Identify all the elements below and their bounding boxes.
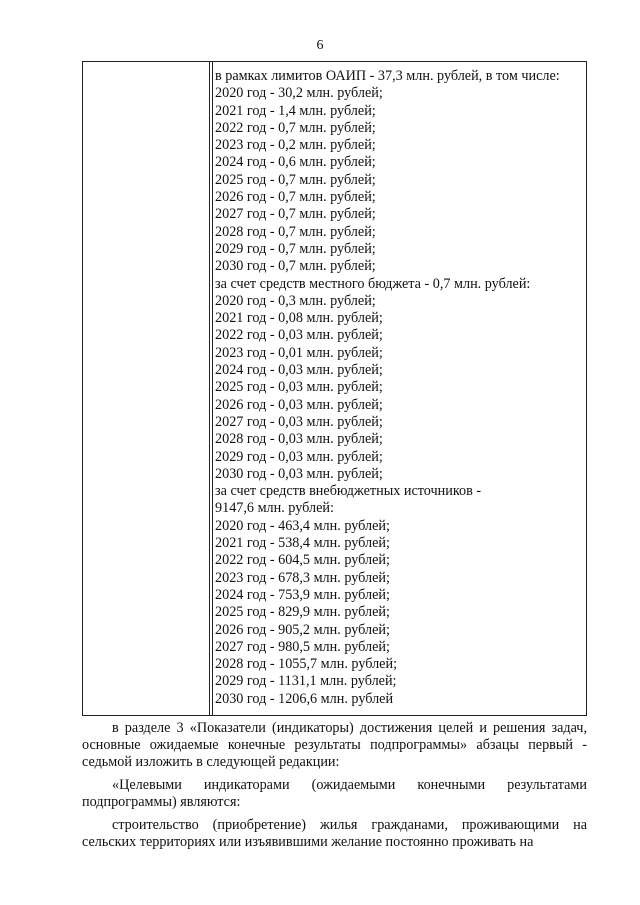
financing-line: в рамках лимитов ОАИП - 37,3 млн. рублей, в том числе: [215,68,560,84]
financing-line: 2022 год - 0,7 млн. рублей; [215,119,376,136]
financing-line: 2023 год - 678,3 млн. рублей; [215,569,390,586]
financing-cell [215,68,585,708]
paragraph-housing-construction: строительство (приобретение) жилья гражданами, проживающими на сельских территориях или изъявившими желание постоянно проживать на [82,817,587,850]
financing-line: 2029 год - 0,03 млн. рублей; [215,448,383,465]
page-number: 6 [316,38,324,53]
paragraph-section-3: в разделе 3 «Показатели (индикаторы) достижения целей и решения задач, основные ожидаемые конечные результаты подпрограммы» абзацы первый - седьмой изложить в следующей редакции: [82,720,587,770]
financing-line: 2023 год - 0,2 млн. рублей; [215,137,376,154]
financing-table [82,61,587,716]
financing-line: 2020 год - 30,2 млн. рублей; [215,85,383,102]
column-divider [209,62,210,715]
financing-line: 2025 год - 0,03 млн. рублей; [215,379,383,396]
financing-line: 2025 год - 829,9 млн. рублей; [215,604,390,621]
financing-line: 2024 год - 0,03 млн. рублей; [215,362,383,379]
financing-line: 2020 год - 0,3 млн. рублей; [215,292,376,309]
column-divider-inner [212,62,213,715]
financing-line: 2029 год - 0,7 млн. рублей; [215,240,376,257]
financing-line: 2029 год - 1131,1 млн. рублей; [215,673,397,690]
financing-line: 2030 год - 1206,6 млн. рублей [215,690,394,707]
financing-line: за счет средств местного бюджета - 0,7 млн. рублей: [215,275,531,292]
body-text [82,720,587,851]
financing-line: 2022 год - 0,03 млн. рублей; [215,327,383,344]
financing-line: 2023 год - 0,01 млн. рублей; [215,344,383,361]
paragraph-target-indicators: «Целевыми индикаторами (ожидаемыми конечными результатами подпрограммы) являются: [82,777,587,810]
financing-line: 2028 год - 0,7 млн. рублей; [215,223,376,240]
financing-line: 2021 год - 1,4 млн. рублей; [215,102,376,119]
financing-line: 2024 год - 753,9 млн. рублей; [215,586,390,603]
financing-line: 2028 год - 0,03 млн. рублей; [215,431,383,448]
financing-line: 2024 год - 0,6 млн. рублей; [215,154,376,171]
financing-line: 2026 год - 0,03 млн. рублей; [215,396,383,413]
financing-line: 2030 год - 0,7 млн. рублей; [215,258,376,275]
financing-line: 2028 год - 1055,7 млн. рублей; [215,656,398,673]
financing-line: 2030 год - 0,03 млн. рублей; [215,465,383,482]
financing-line: 9147,6 млн. рублей: [215,500,334,517]
financing-line: за счет средств внебюджетных источников - [215,483,482,500]
financing-line: 2027 год - 980,5 млн. рублей; [215,638,390,655]
financing-line: 2027 год - 0,03 млн. рублей; [215,413,383,430]
financing-line: 2021 год - 0,08 млн. рублей; [215,310,383,327]
financing-line: 2025 год - 0,7 млн. рублей; [215,171,376,188]
financing-line: 2021 год - 538,4 млн. рублей; [215,535,390,552]
financing-line: 2022 год - 604,5 млн. рублей; [215,552,390,569]
financing-line: 2026 год - 905,2 млн. рублей; [215,621,390,638]
financing-line: 2020 год - 463,4 млн. рублей; [215,517,390,534]
financing-line: 2026 год - 0,7 млн. рублей; [215,189,376,206]
financing-line: 2027 год - 0,7 млн. рублей; [215,206,376,223]
